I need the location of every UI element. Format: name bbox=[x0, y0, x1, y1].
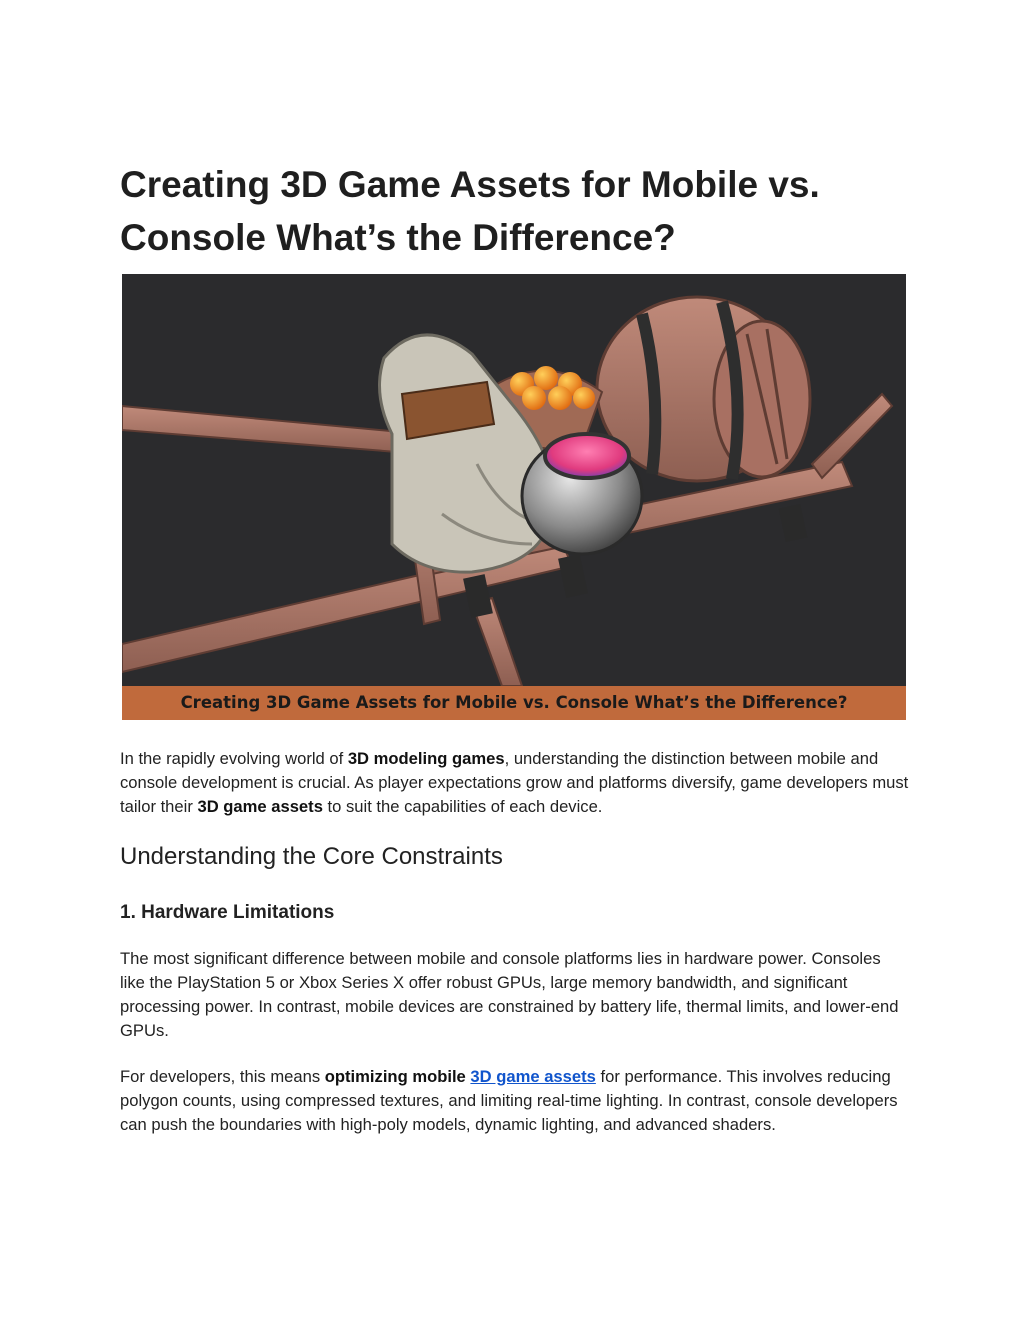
section-heading: Understanding the Core Constraints bbox=[120, 843, 503, 870]
optimization-paragraph bbox=[120, 1065, 910, 1137]
game-assets-link[interactable]: 3D game assets bbox=[470, 1067, 596, 1086]
intro-paragraph bbox=[120, 747, 910, 819]
intro-bold-2: 3D game assets bbox=[197, 797, 323, 816]
page-title: Creating 3D Game Assets for Mobile vs. Console What’s the Difference? bbox=[120, 164, 820, 258]
intro-bold-1: 3D modeling games bbox=[347, 749, 505, 768]
opt-bold-1: optimizing mobile bbox=[324, 1067, 466, 1086]
hardware-paragraph: The most significant difference between mobile and console platforms lies in hardware power. Consoles like the PlayStation 5 or Xbox Series X offer robust GPUs, large memory bandwidth, and significant processing power. In contrast, mobile devices are constrained by battery life, thermal limits, and lower-end GPUs. bbox=[120, 949, 899, 1040]
opt-text-1: For developers, this means bbox=[120, 1067, 325, 1086]
intro-text-2: , understanding the distinction between mobile and console development is crucial. As player expectations grow and platforms diversify, game developers must tailor their bbox=[120, 749, 909, 816]
hero-image bbox=[122, 274, 906, 720]
hero-caption: Creating 3D Game Assets for Mobile vs. Console What’s the Difference? bbox=[122, 686, 906, 720]
opt-text-3: for performance. This involves reducing polygon counts, using compressed textures, and limiting real-time lighting. In contrast, console developers can push the boundaries with high-poly models, dynamic lighting, and advanced shaders. bbox=[120, 1067, 898, 1134]
intro-text-3: to suit the capabilities of each device. bbox=[322, 797, 603, 816]
game-assets-illustration bbox=[122, 274, 906, 686]
intro-text-1: In the rapidly evolving world of bbox=[120, 749, 348, 768]
subsection-heading: 1. Hardware Limitations bbox=[120, 902, 335, 923]
